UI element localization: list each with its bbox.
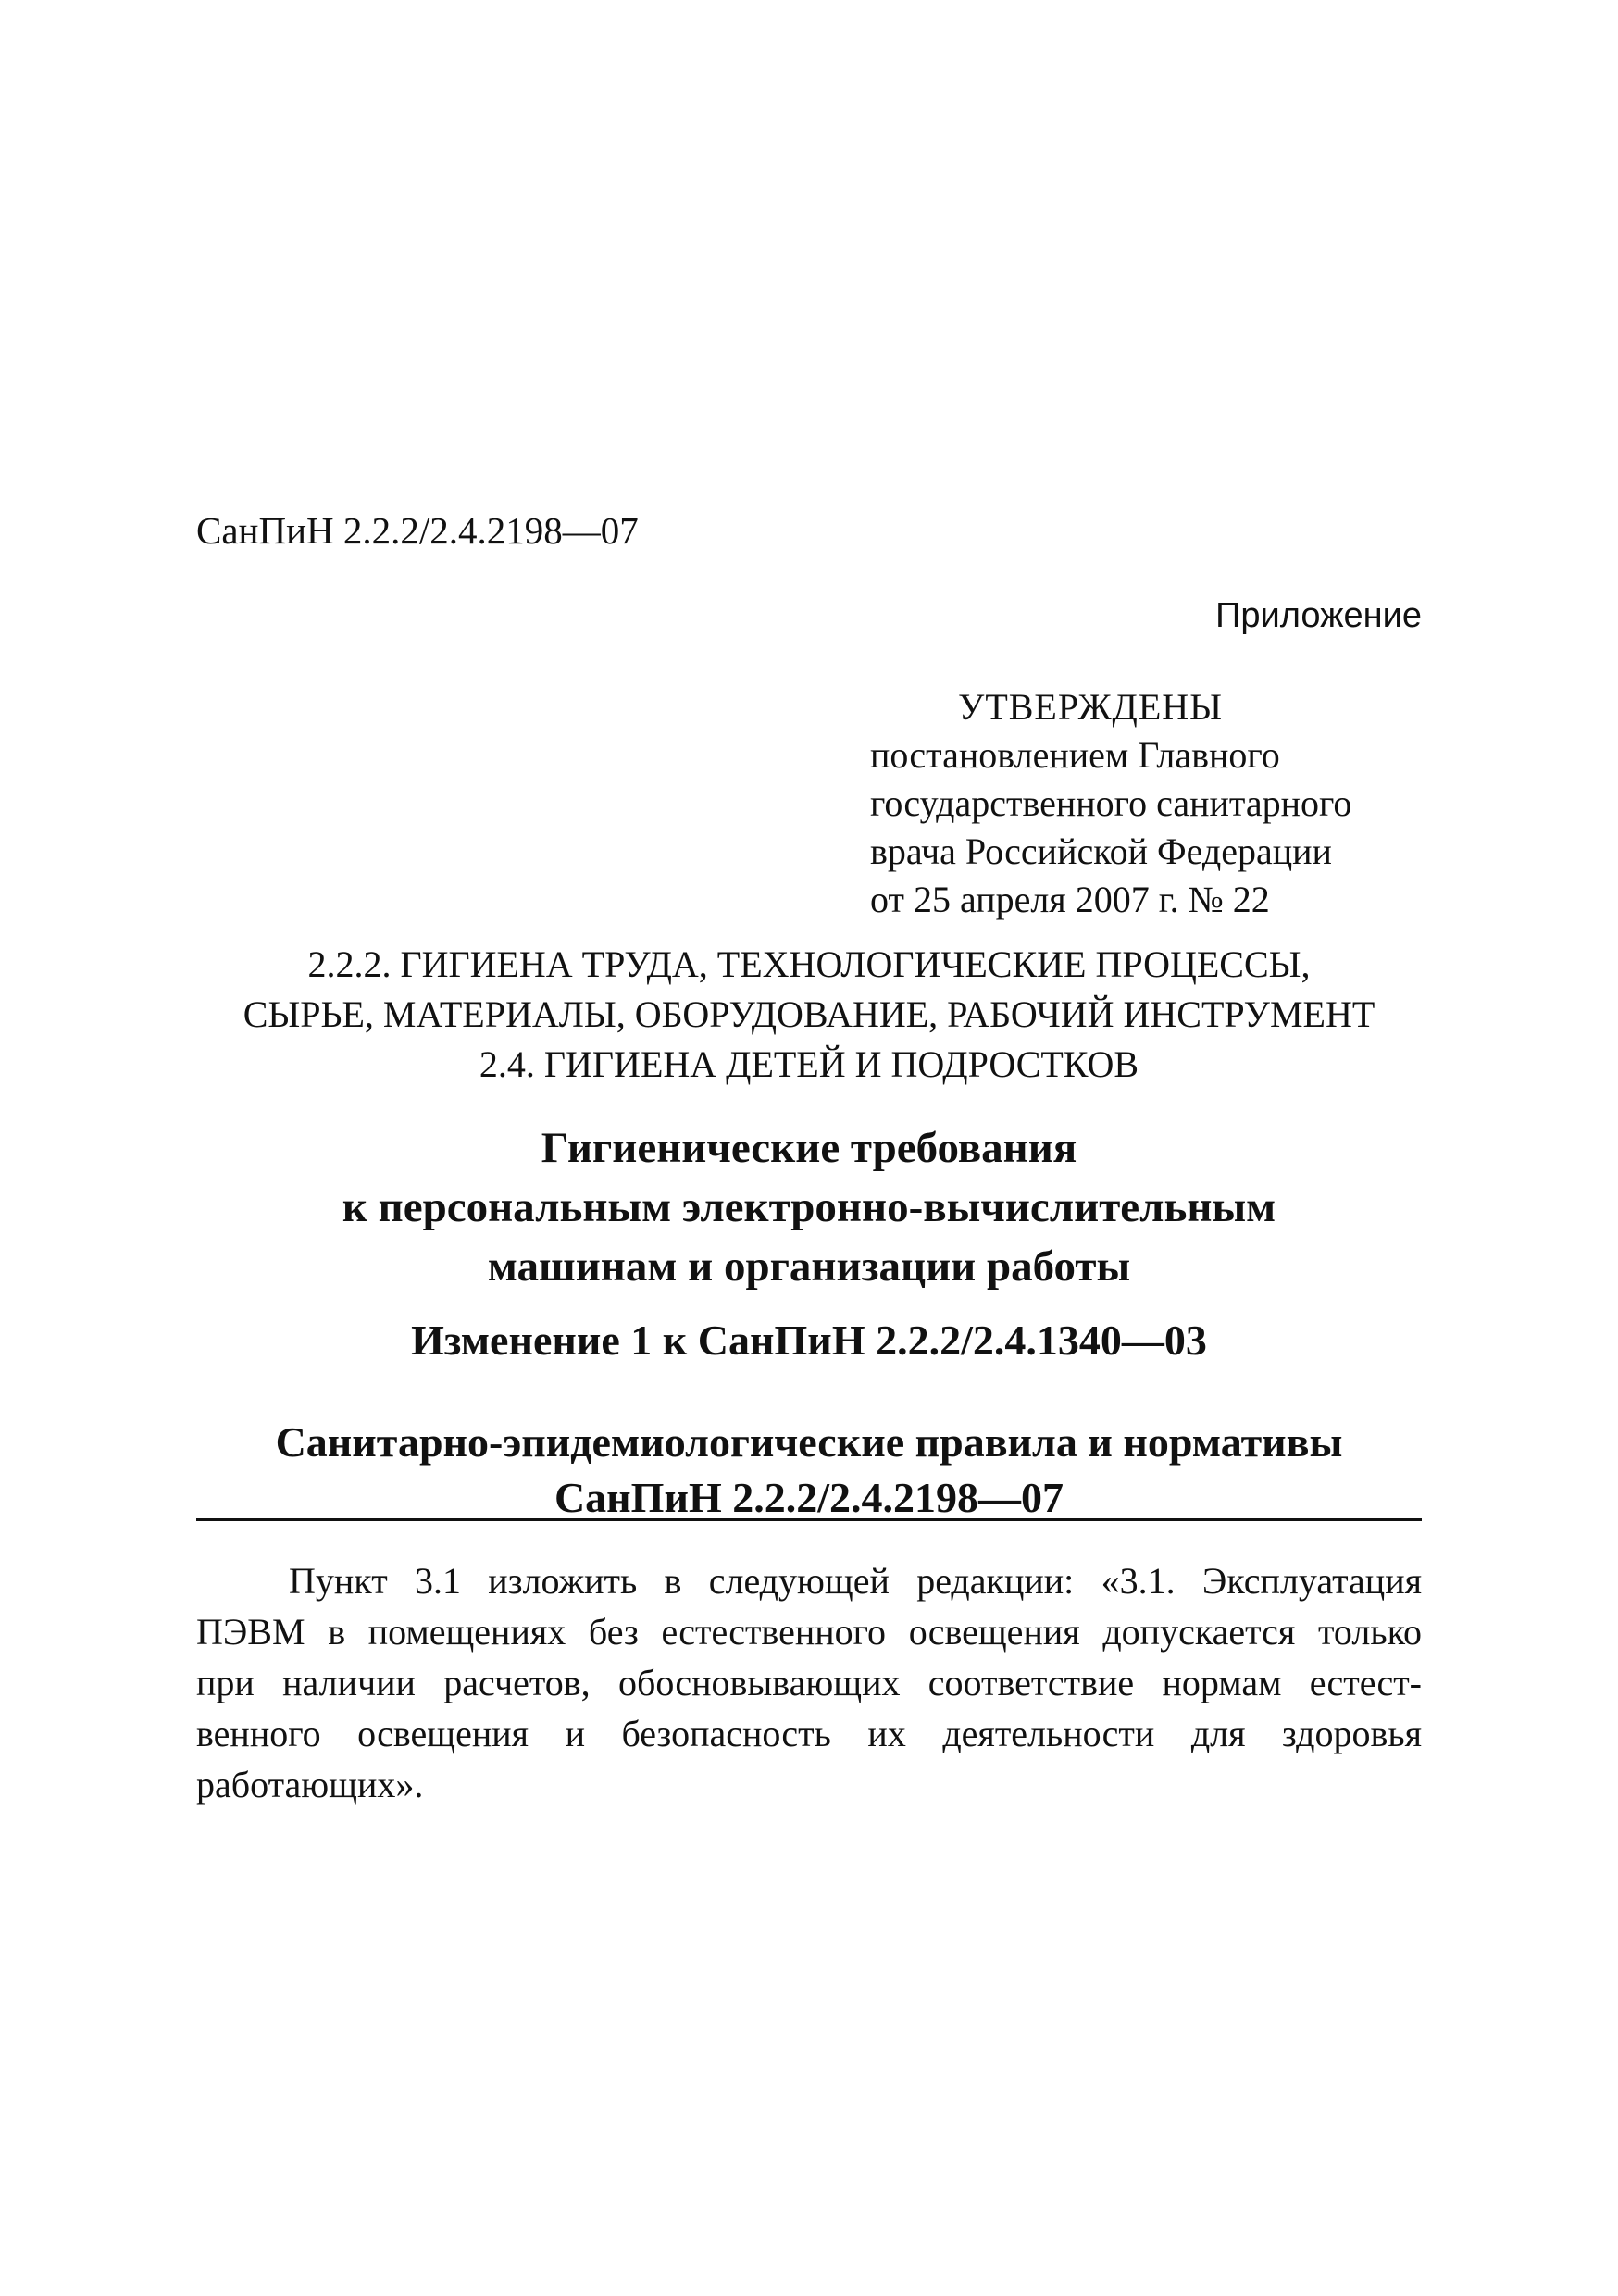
- body-line: Пункт 3.1 изложить в следующей редакции: «3.1. Эксплуатация: [289, 1560, 1422, 1602]
- title-line: к персональным электронно-вычислительным: [342, 1183, 1276, 1231]
- classification-line: СЫРЬЕ, МАТЕРИАЛЫ, ОБОРУДОВАНИЕ, РАБОЧИЙ ИНСТРУМЕНТ: [243, 993, 1375, 1035]
- approval-line: постановлением Главного: [870, 734, 1280, 776]
- rules-line: Санитарно-эпидемиологические правила и нормативы: [275, 1418, 1343, 1466]
- approval-title: УТВЕРЖДЕНЫ: [958, 686, 1224, 728]
- document-code: СанПиН 2.2.2/2.4.2198—07: [196, 509, 639, 552]
- document-title: [196, 1118, 1422, 1296]
- classification-heading: [196, 940, 1422, 1090]
- approval-line: врача Российской Федерации: [870, 830, 1332, 872]
- section-divider: [196, 1518, 1422, 1521]
- title-line: Гигиенические требования: [541, 1124, 1077, 1172]
- approval-line: от 25 апреля 2007 г. № 22: [870, 879, 1270, 920]
- amendment-heading: Изменение 1 к СанПиН 2.2.2/2.4.1340—03: [411, 1316, 1207, 1364]
- classification-line: 2.4. ГИГИЕНА ДЕТЕЙ И ПОДРОСТКОВ: [479, 1043, 1139, 1085]
- body-line: при наличии расчетов, обосновывающих соответствие нормам естест-: [196, 1662, 1422, 1703]
- rules-heading: [196, 1415, 1422, 1526]
- body-paragraph: [196, 1555, 1422, 1810]
- body-line: ПЭВМ в помещениях без естественного освещения допускается только: [196, 1611, 1422, 1653]
- body-line: венного освещения и безопасность их деятельности для здоровья: [196, 1713, 1422, 1754]
- rules-line: СанПиН 2.2.2/2.4.2198—07: [554, 1474, 1064, 1521]
- body-line: работающих».: [196, 1764, 424, 1805]
- approval-block: [870, 683, 1462, 924]
- appendix-label: Приложение: [1215, 596, 1422, 635]
- classification-line: 2.2.2. ГИГИЕНА ТРУДА, ТЕХНОЛОГИЧЕСКИЕ ПРОЦЕССЫ,: [307, 943, 1311, 985]
- approval-line: государственного санитарного: [870, 782, 1352, 824]
- title-line: машинам и организации работы: [487, 1242, 1131, 1291]
